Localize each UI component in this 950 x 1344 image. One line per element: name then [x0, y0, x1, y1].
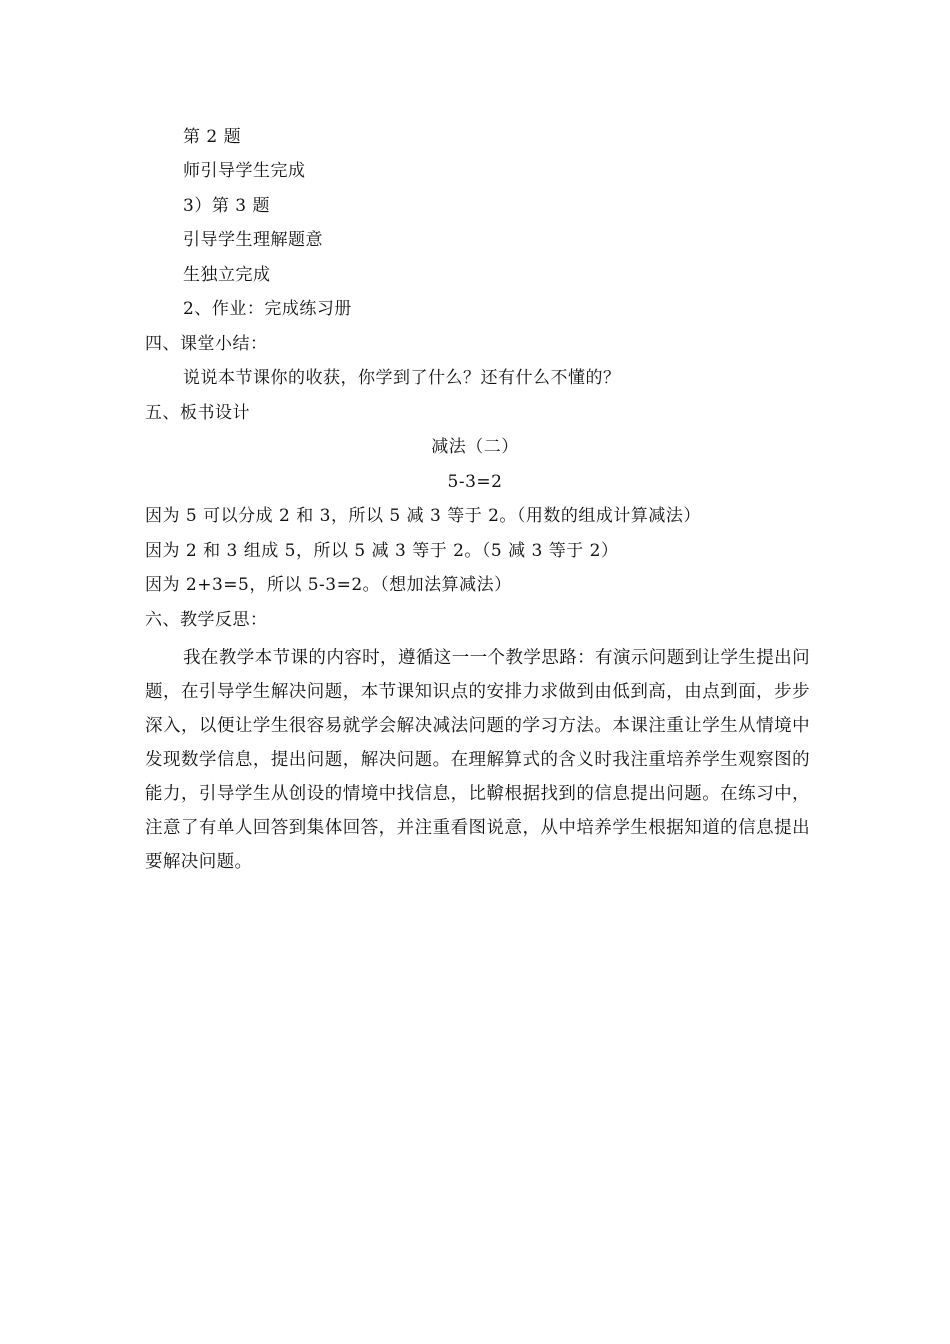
item-question-2: 第 2 题 — [183, 127, 242, 147]
section-heading-summary: 四、课堂小结： — [145, 334, 268, 354]
section-heading-reflection: 六、教学反思： — [145, 610, 268, 630]
item-teacher-guide: 师引导学生完成 — [183, 161, 306, 181]
item-question-3: 3）第 3 题 — [183, 196, 270, 216]
board-reason-1: 因为 5 可以分成 2 和 3，所以 5 减 3 等于 2。（用数的组成计算减法） — [145, 506, 701, 526]
board-equation: 5-3=2 — [447, 472, 503, 492]
board-title: 减法（二） — [431, 437, 519, 457]
item-guide-understanding: 引导学生理解题意 — [183, 230, 323, 250]
item-independent-work: 生独立完成 — [183, 265, 271, 285]
section-heading-board: 五、板书设计 — [145, 403, 250, 423]
summary-text: 说说本节课你的收获，你学到了什么？还有什么不懂的？ — [183, 368, 621, 388]
board-reason-2: 因为 2 和 3 组成 5，所以 5 减 3 等于 2。（5 减 3 等于 2） — [145, 541, 619, 561]
board-reason-3: 因为 2+3=5，所以 5-3=2。（想加法算减法） — [145, 575, 512, 595]
item-homework: 2、作业：完成练习册 — [183, 299, 352, 319]
reflection-paragraph: 我在教学本节课的内容时，遵循这一一个教学思路：有演示问题到让学生提出问题，在引导学生解决问题，本节课知识点的安排力求做到由低到高，由点到面，步步深入，以便让学生很容易就学会解决减法问题的学习方法。本课注重让学生从情境中发现数学信息，提出问题，解决问题。在理解算式的含义时我注重培养学生观察图的能力，引导学生从创设的情境中找信息，比鞥根据找到的信息提出问题。在练习中，注意了有单人回答到集体回答，并注重看图说意，从中培养学生根据知道的信息提出要解决问题。 — [145, 648, 810, 872]
